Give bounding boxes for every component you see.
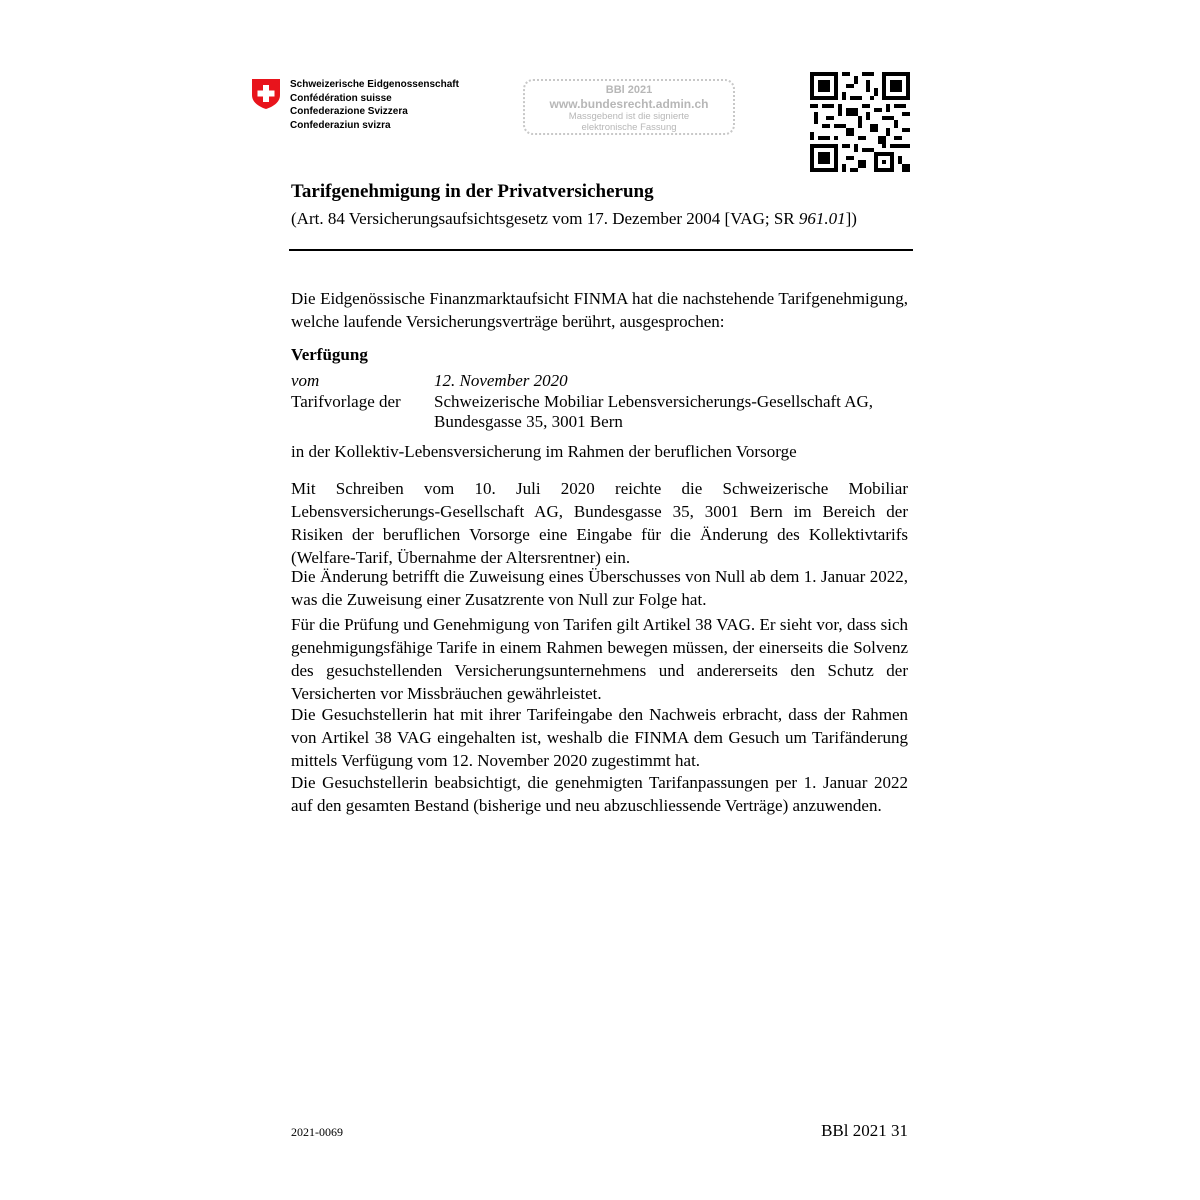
- confederation-name-it: Confederazione Svizzera: [290, 106, 408, 117]
- body-paragraph-2: [291, 565, 908, 611]
- document-title: Tarifgenehmigung in der Privatversicherung: [291, 181, 654, 202]
- paragraph-text-1: Mit Schreiben vom 10. Juli 2020 reichte die Schweizerische Mobiliar Lebensversicherungs-Gesellschaft AG, Bundesgasse 35, 3001 Bern im Bereich der Risiken der beruflichen Vorsorge eine Eingabe für die Änderung des Kollektivtarifs (Welfare-Tarif, Übernahme der Altersrentner) ein.: [291, 479, 908, 567]
- scope-text: in der Kollektiv-Lebensversicherung im Rahmen der beruflichen Vorsorge: [291, 442, 797, 461]
- meta-applicant-label: Tarifvorlage der: [291, 391, 401, 411]
- paragraph-text-3: Für die Prüfung und Genehmigung von Tarifen gilt Artikel 38 VAG. Er sieht vor, dass sich genehmigungsfähige Tarife in einem Rahmen bewegen müssen, der einerseits die Solvenz des gesuchstellenden Versicherungsunternehmens und andererseits den Schutz der Versicherten vor Missbräuchen gewährleistet.: [291, 615, 908, 703]
- subtitle-prefix: (Art. 84 Versicherungsaufsichtsgesetz vom 17. Dezember 2004 [VAG; SR: [291, 209, 799, 228]
- document-number: 2021-0069: [291, 1125, 343, 1139]
- meta-date-value: 12. November 2020: [434, 371, 568, 390]
- paragraph-text-2: Die Änderung betrifft die Zuweisung eines Überschusses von Null ab dem 1. Januar 2022, was die Zuweisung einer Zusatzrente von Null zur Folge hat.: [291, 567, 908, 609]
- stamp-line-url: www.bundesrecht.admin.ch: [549, 97, 709, 111]
- stamp-line-bbl: BBl 2021: [605, 84, 653, 96]
- body-paragraph-4: [291, 703, 908, 772]
- confederation-name-fr: Confédération suisse: [290, 92, 392, 104]
- meta-applicant-value: Schweizerische Mobiliar Lebensversicherungs-Gesellschaft AG, Bundesgasse 35, 3001 Bern: [434, 391, 874, 431]
- meta-row-date: [291, 371, 908, 392]
- paragraph-text-5: Die Gesuchstellerin beabsichtigt, die genehmigten Tarifanpassungen per 1. Januar 2022 auf den gesamten Bestand (bisherige und neu abzuschliessende Verträge) anzuwenden.: [291, 773, 908, 815]
- title-divider: [289, 249, 913, 251]
- meta-date-label: vom: [291, 371, 320, 390]
- scope-line: [291, 440, 908, 463]
- stamp-line-note1: Massgebend ist die signierte: [568, 111, 690, 122]
- confederation-name-de: Schweizerische Eidgenossenschaft: [290, 79, 459, 90]
- decision-meta: [291, 371, 908, 433]
- confederation-name-rm: Confederaziun svizra: [290, 119, 391, 131]
- subtitle-sr-number: 961.01: [798, 209, 846, 228]
- meta-row-applicant: [291, 392, 908, 433]
- stamp-line-note2: elektronische Fassung: [581, 122, 677, 133]
- confederation-names: [290, 78, 459, 132]
- intro-paragraph: [291, 287, 908, 333]
- swiss-coat-of-arms-icon: [251, 78, 281, 110]
- document-subtitle: [291, 208, 857, 230]
- paragraph-text-4: Die Gesuchstellerin hat mit ihrer Tarifeingabe den Nachweis erbracht, dass der Rahmen von Artikel 38 VAG eingehalten ist, weshalb die FINMA dem Gesuch um Tarifänderung mittels Verfügung vom 12. November 2020 zugestimmt hat.: [291, 705, 908, 770]
- body-paragraph-3: [291, 613, 908, 705]
- section-heading: Verfügung: [291, 345, 368, 364]
- document-header: [0, 0, 1200, 180]
- body-paragraph-5: [291, 771, 908, 817]
- body-paragraph-1: [291, 477, 908, 569]
- intro-text: Die Eidgenössische Finanzmarktaufsicht FINMA hat die nachstehende Tarifgenehmigung, welche laufende Versicherungsverträge berührt, ausgesprochen:: [291, 289, 908, 331]
- qr-code-icon: [810, 72, 910, 172]
- publication-stamp: [523, 79, 735, 135]
- page-reference: BBl 2021 31: [821, 1121, 908, 1140]
- subtitle-suffix: ]): [845, 209, 857, 228]
